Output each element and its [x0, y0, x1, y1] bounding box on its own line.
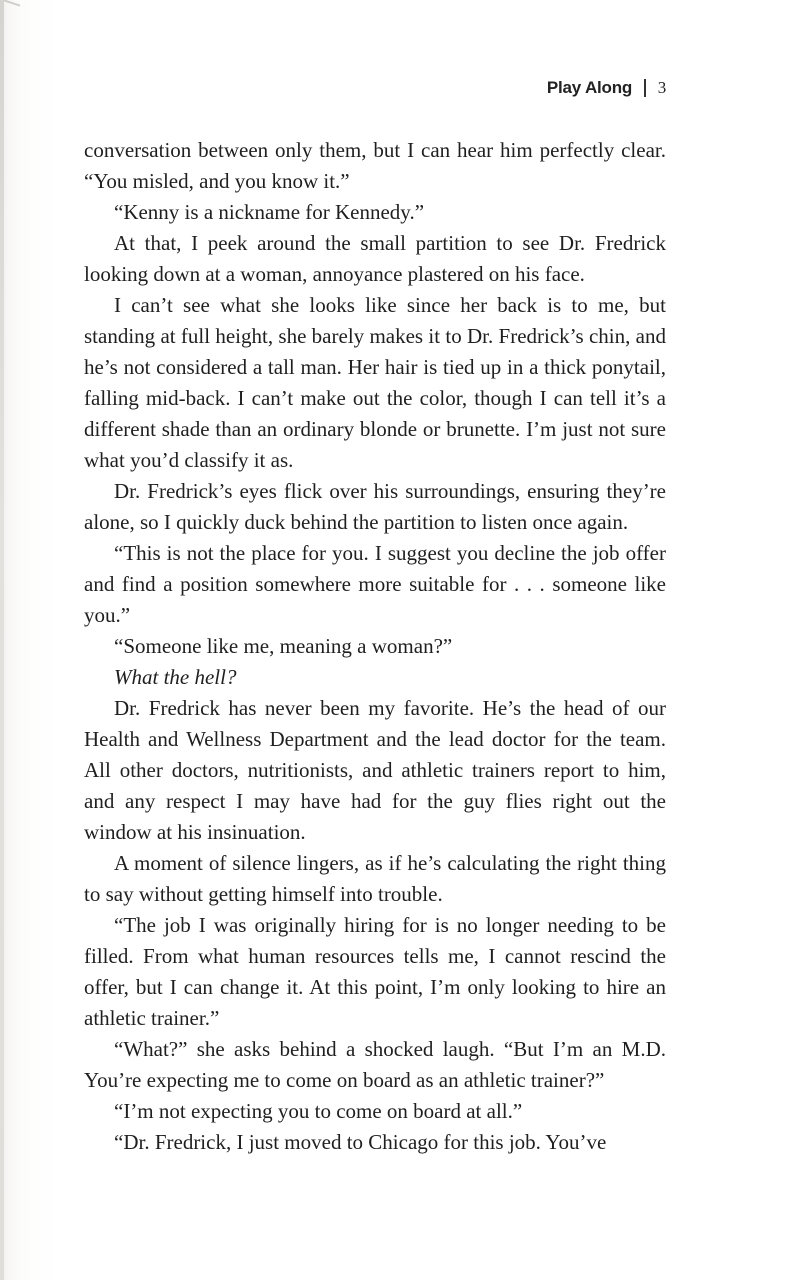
- running-header: [547, 78, 666, 98]
- paragraph: Dr. Fredrick’s eyes flick over his surroundings, ensuring they’re alone, so I quickly duck behind the partition to listen once again.: [84, 479, 666, 534]
- paragraph: “Kenny is a nickname for Kennedy.”: [114, 200, 425, 224]
- paragraph: “This is not the place for you. I suggest you decline the job offer and find a position somewhere more suitable for . . . someone like you.”: [84, 541, 666, 627]
- italic-paragraph: What the hell?: [114, 665, 237, 689]
- paragraph: I can’t see what she looks like since her back is to me, but standing at full height, she barely makes it to Dr. Fredrick’s chin, and he’s not considered a tall man. Her hair is tied up in a thick ponytail, falling mid-back. I can’t make out the color, though I can tell it’s a different shade than an ordinary blonde or brunette. I’m just not sure what you’d classify it as.: [84, 293, 666, 472]
- paragraph: “Dr. Fredrick, I just moved to Chicago for this job. You’ve: [114, 1130, 607, 1154]
- paragraph: “The job I was originally hiring for is no longer needing to be filled. From what human resources tells me, I cannot rescind the offer, but I can change it. At this point, I’m only looking to hire an athletic trainer.”: [84, 913, 666, 1030]
- page-gutter-shadow: [0, 0, 4, 1280]
- running-title: Play Along: [546, 78, 633, 97]
- paragraph: A moment of silence lingers, as if he’s calculating the right thing to say without getting himself into trouble.: [84, 851, 666, 906]
- paragraph: Dr. Fredrick has never been my favorite. He’s the head of our Health and Wellness Department and the lead doctor for the team. All other doctors, nutritionists, and athletic trainers report to him, and any respect I may have had for the guy flies right out the window at his insinuation.: [84, 696, 666, 844]
- page-corner-fold: [4, 0, 20, 23]
- body-text: [84, 135, 666, 1158]
- header-separator: [644, 79, 646, 97]
- paragraph: “What?” she asks behind a shocked laugh. “But I’m an M.D. You’re expecting me to come on board as an athletic trainer?”: [84, 1037, 666, 1092]
- page-number: 3: [657, 78, 666, 97]
- paragraph: conversation between only them, but I can hear him perfectly clear. “You misled, and you know it.”: [84, 138, 666, 193]
- paragraph: “Someone like me, meaning a woman?”: [114, 634, 453, 658]
- paragraph: At that, I peek around the small partition to see Dr. Fredrick looking down at a woman, annoyance plastered on his face.: [84, 231, 666, 286]
- paragraph: “I’m not expecting you to come on board at all.”: [114, 1099, 523, 1123]
